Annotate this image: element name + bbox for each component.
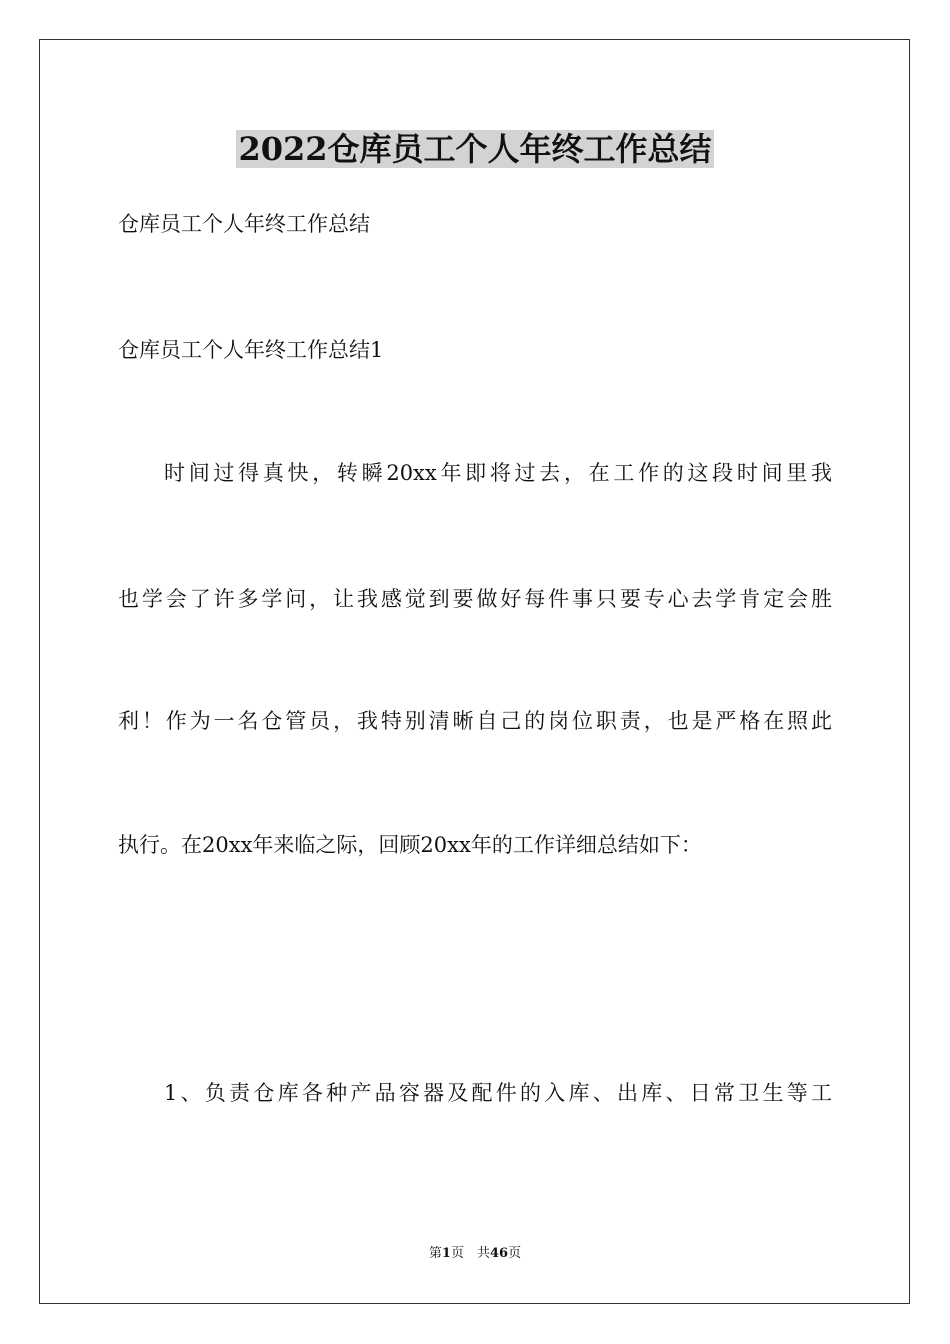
footer-mid: 页 共	[450, 1246, 490, 1261]
total-page-number: 46	[489, 1246, 509, 1261]
document-title	[0, 128, 950, 170]
paragraph-line: 也学会了许多学问，让我感觉到要做好每件事只要专心去学肯定会胜	[118, 587, 832, 611]
paragraph-line: 1、负责仓库各种产品容器及配件的入库、出库、日常卫生等工	[164, 1081, 832, 1105]
footer-prefix: 第	[428, 1246, 442, 1261]
paragraph-line: 时间过得真快，转瞬20xx年即将过去，在工作的这段时间里我	[164, 461, 832, 485]
document-title-text: 2022仓库员工个人年终工作总结	[238, 130, 712, 168]
subtitle-line: 仓库员工个人年终工作总结	[118, 212, 370, 236]
paragraph-line: 利！作为一名仓管员，我特别清晰自己的岗位职责，也是严格在照此	[118, 709, 832, 733]
footer-suffix: 页	[508, 1246, 522, 1261]
current-page-number: 1	[441, 1246, 451, 1261]
page-footer	[0, 1245, 950, 1263]
section-heading: 仓库员工个人年终工作总结1	[118, 338, 384, 362]
paragraph-line: 执行。在20xx年来临之际，回顾20xx年的工作详细总结如下：	[118, 833, 702, 857]
